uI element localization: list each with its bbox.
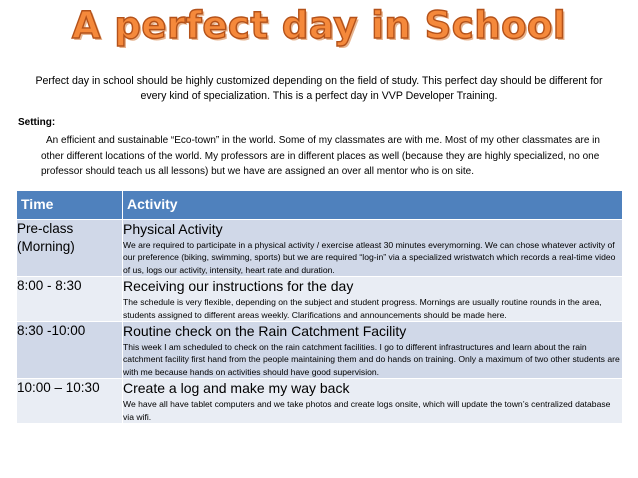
row-activity [123, 379, 623, 424]
page-title: A perfect day in School [71, 4, 567, 47]
table-row [17, 379, 623, 424]
activity-description: The schedule is very flexible, depending on the subject and student progress. Mornings are usually routine rounds in the area, students assigned to different areas weekly. Clarifications and announcements should be made here. [123, 297, 602, 320]
table-row [17, 220, 623, 277]
activity-description: This week I am scheduled to check on the rain catchment facilities. I go to different infrastructures and learn about the rain catchment facility first hand from the people maintaining them and do hands on training. Only a maximum of two other students are with me because hands on activities should have good supervision. [123, 342, 620, 377]
activity-description: We have all have tablet computers and we take photos and create logs onsite, which will update the town’s centralized database via wifi. [123, 399, 611, 422]
row-time: 8:00 - 8:30 [17, 277, 123, 322]
intro-paragraph: Perfect day in school should be highly customized depending on the field of study. This perfect day should be different for every kind of specialization. This is a perfect day in VVP Developer Training. [35, 75, 603, 102]
activity-title: Routine check on the Rain Catchment Facility [123, 323, 407, 340]
activity-title: Create a log and make my way back [123, 380, 350, 397]
row-time: 8:30 -10:00 [17, 322, 123, 379]
row-activity [123, 277, 623, 322]
activity-title: Physical Activity [123, 221, 223, 237]
header-activity: Activity [123, 191, 623, 220]
table-row [17, 322, 623, 379]
row-activity [123, 322, 623, 379]
activity-title: Receiving our instructions for the day [123, 278, 354, 295]
table-header-row [17, 191, 623, 220]
setting-paragraph: An efficient and sustainable “Eco-town” in the world. Some of my classmates are with me. Most of my other classmates are in other different locations of the world. My professors are in different places as well (because they are highly specialized, no one professor should teach us all lessons) but we have are assigned an over all mentor who is on site. [41, 135, 600, 177]
row-time: 10:00 – 10:30 [17, 379, 123, 424]
header-time: Time [17, 191, 123, 220]
row-time: Pre-class (Morning) [17, 220, 123, 277]
table-row [17, 277, 623, 322]
setting-label: Setting: [18, 117, 56, 128]
activity-description: We are required to participate in a physical activity / exercise atleast 30 minutes everymorning. We can chose whatever activity of our preference (biking, swimming, sports) but we are required “log-in” via a specialized wristwatch which records a real-time video of us, logs our activity, intensity, heart rate and duration. [123, 240, 616, 275]
row-activity [123, 220, 623, 277]
schedule-table [16, 190, 623, 424]
